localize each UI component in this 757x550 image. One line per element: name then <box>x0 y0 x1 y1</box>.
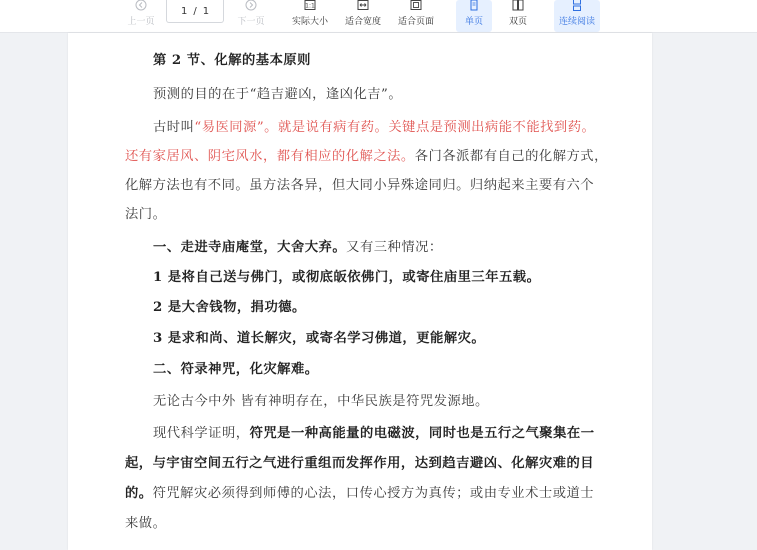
list-item-1: 1 是将自己送与佛门，或彻底皈依佛门，或寄住庙里三年五载。 <box>153 270 541 285</box>
document-page <box>68 33 652 550</box>
paragraph-14-text: 符咒解灾必须得到师傅的心法，口传心授方为真传；或由专业术士或道士 <box>152 486 595 501</box>
paragraph-5: 法门。 <box>125 207 167 222</box>
continuous-read-button[interactable] <box>554 0 600 32</box>
paragraph-4: 化解方法也有不同。虽方法各异，但大同小异殊途同归。归纳起来主要有六个 <box>125 178 595 193</box>
scroll-track[interactable] <box>751 33 757 550</box>
fit-width-icon <box>356 0 370 12</box>
single-page-label: 单页 <box>464 17 483 27</box>
double-page-icon <box>511 0 525 12</box>
paragraph-11: 无论古今中外 皆有神明存在，中华民族是符咒发源地。 <box>153 394 489 409</box>
single-page-button[interactable] <box>456 0 492 32</box>
prev-page-button[interactable] <box>120 0 162 32</box>
double-page-label: 双页 <box>508 17 527 27</box>
paragraph-12-bold: 符咒是一种高能量的电磁波，同时也是五行之气聚集在一 <box>249 426 595 441</box>
fit-width-label: 适合宽度 <box>344 17 381 27</box>
page-number-input[interactable] <box>166 0 224 23</box>
subheading-2: 二、符录神咒，化灾解难。 <box>153 362 319 377</box>
actual-size-button[interactable] <box>288 0 332 32</box>
prev-page-label: 上一页 <box>127 17 155 27</box>
next-page-label: 下一页 <box>237 17 265 27</box>
page-total: 1 <box>202 5 210 17</box>
paragraph-6 <box>153 238 443 258</box>
paragraph-6-bold: 一、走进寺庙庵堂，大舍大弃。 <box>153 240 347 255</box>
next-page-button[interactable] <box>230 0 272 32</box>
actual-size-label: 实际大小 <box>291 17 328 27</box>
paragraph-14-bold: 的。 <box>125 486 153 501</box>
fit-page-button[interactable] <box>394 0 438 32</box>
paragraph-3 <box>125 147 608 167</box>
actual-size-icon <box>303 0 317 12</box>
paragraph-15: 来做。 <box>125 516 167 531</box>
paragraph-3-highlight: 还有家居风、阴宅风水，都有相应的化解之法。 <box>125 149 415 164</box>
paragraph-13: 起，与宇宙空间五行之气进行重组而发挥作用，达到趋吉避凶、化解灾难的目 <box>125 456 595 471</box>
reader-toolbar <box>0 0 757 33</box>
fit-width-button[interactable] <box>341 0 385 32</box>
fit-page-icon <box>409 0 423 12</box>
paragraph-14 <box>125 484 594 504</box>
svg-text:1:1: 1:1 <box>305 2 315 10</box>
single-page-icon <box>467 0 481 12</box>
fit-page-label: 适合页面 <box>397 17 434 27</box>
page-separator: / <box>193 5 197 17</box>
paragraph-2-text: 古时叫 <box>153 120 195 135</box>
paragraph-2-highlight: “易医同源”。就是说有病有药。关键点是预测出病能不能找到药。 <box>194 120 596 135</box>
paragraph-1: 预测的目的在于“趋吉避凶，逢凶化吉”。 <box>153 87 403 102</box>
paragraph-6-text: 又有三种情况： <box>346 240 443 255</box>
paragraph-12 <box>153 424 595 444</box>
list-item-2: 2 是大舍钱物，捐功德。 <box>153 300 306 315</box>
arrow-left-circle-icon <box>134 0 148 12</box>
arrow-right-circle-icon <box>244 0 258 12</box>
list-item-3: 3 是求和尚、道长解灾，或寄名学习佛道，更能解灾。 <box>153 331 486 346</box>
continuous-read-label: 连续阅读 <box>558 17 595 27</box>
page-current: 1 <box>180 5 188 17</box>
paragraph-2 <box>153 118 595 138</box>
paragraph-12-text: 现代科学证明， <box>153 426 250 441</box>
paragraph-3-text: 各门各派都有自己的化解方式， <box>414 149 608 164</box>
double-page-button[interactable] <box>500 0 536 32</box>
continuous-read-icon <box>570 0 584 12</box>
section-heading: 第 2 节、化解的基本原则 <box>153 53 311 68</box>
